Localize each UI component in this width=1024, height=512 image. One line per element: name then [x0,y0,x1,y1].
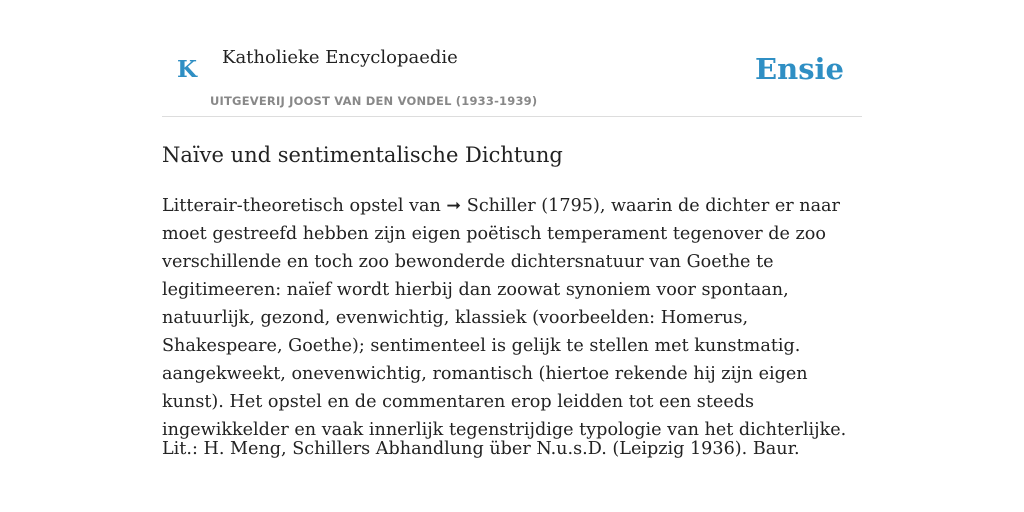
brand-logo[interactable]: Ensie [755,52,844,86]
entry-body [162,192,868,444]
site-title[interactable]: Katholieke Encyclopaedie [222,47,458,68]
entry-body-text-rest: (1795), waarin de dichter er naar moet gestreefd hebben zijn eigen poëtisch temperament tegenover de zoo verschillende en toch zoo bewonderde dichtersnatuur van Goethe te legitimeeren: naïef wordt hierbij dan zoowat synoniem voor spontaan, natuurlijk, gezond, evenwichtig, klassiek (voorbeelden: Homerus, Shakespeare, Goethe); sentimenteel is gelijk te stellen met kunstmatig. aangekweekt, onevenwichtig, romantisch (hiertoe rekende hij zijn eigen kunst). Het opstel en de commentaren erop leidden tot een steeds ingewikkelder en vaak innerlijk tegenstrijdige typologie van het dichterlijke. [162,196,847,440]
encyclopedia-logo[interactable]: K [177,56,197,83]
literature-reference: Lit.: H. Meng, Schillers Abhandlung über N.u.s.D. (Leipzig 1936). Baur. [162,439,800,459]
publisher-label: UITGEVERIJ JOOST VAN DEN VONDEL (1933-1939) [210,94,538,108]
site-header [162,0,862,117]
entry-body-text-start: Litterair-theoretisch opstel van [162,196,447,216]
entry-title: Naïve und sentimentalische Dichtung [162,143,563,167]
schiller-link[interactable]: Schiller [461,196,536,216]
arrow-right-icon: ➞ [446,196,462,216]
